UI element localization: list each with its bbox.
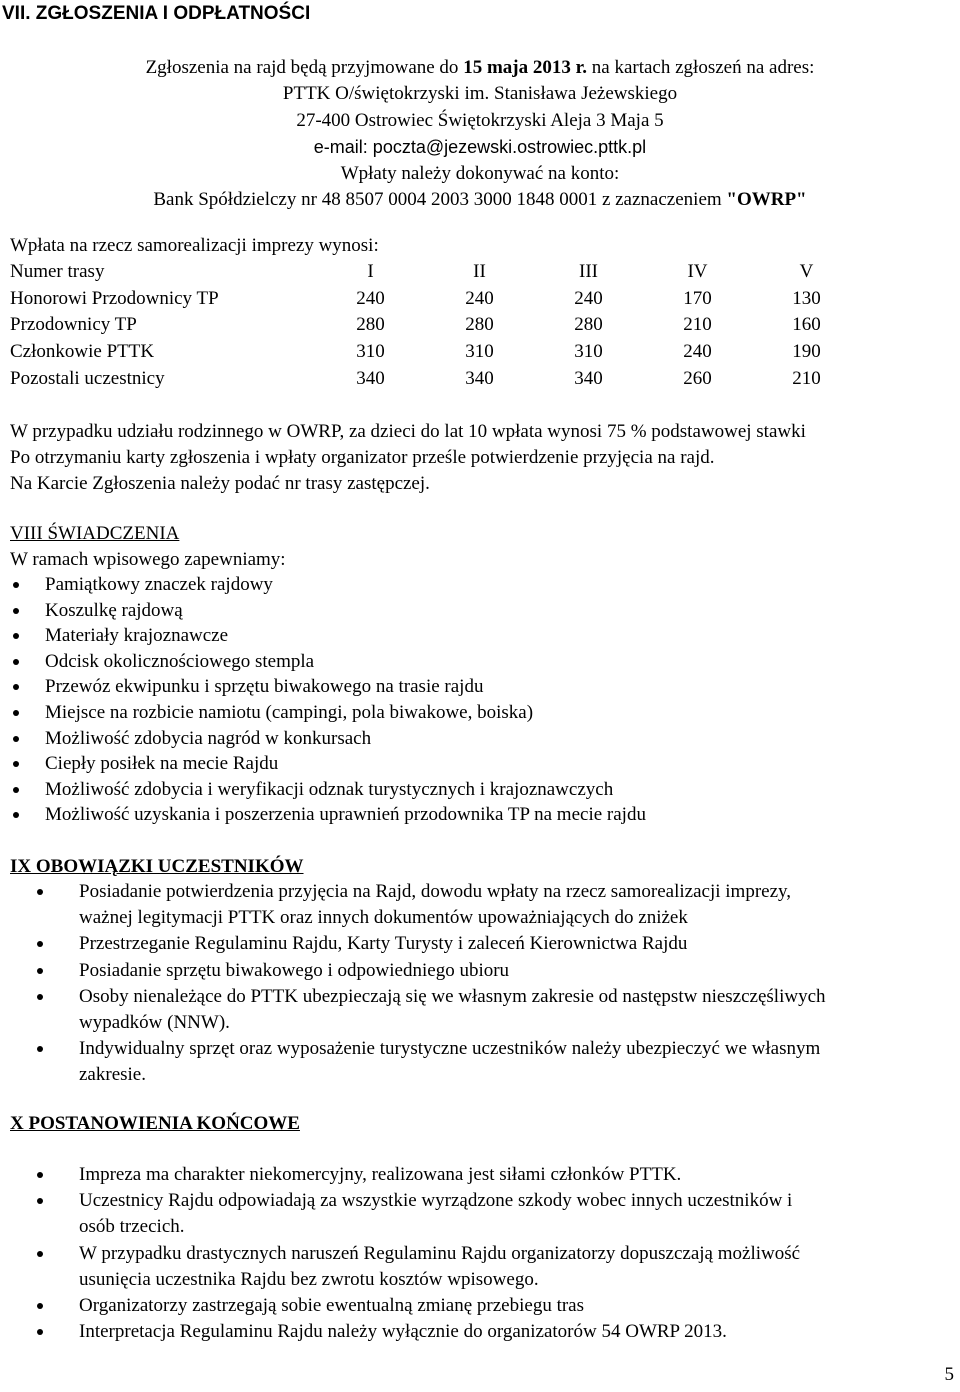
- list-item-line: W przypadku drastycznych naruszeń Regulaminu Rajdu organizatorzy dopuszczają możliwość: [79, 1242, 801, 1264]
- confirmation-note: Po otrzymaniu karty zgłoszenia i wpłaty organizator prześle potwierdzenie przyjęcia na rajd.: [10, 447, 715, 468]
- list-item: [10, 802, 646, 828]
- list-item-line: zakresie.: [79, 1064, 146, 1086]
- bullet-icon: [37, 994, 43, 1000]
- fee-cell: 310: [356, 341, 385, 363]
- bullet-icon: [37, 968, 43, 974]
- fee-cell: 280: [465, 314, 494, 336]
- bullet-icon: [13, 761, 19, 767]
- submission-date: 15 maja 2013 r.: [463, 57, 588, 78]
- fee-table-row: [10, 286, 861, 313]
- fee-cell: 240: [683, 341, 712, 363]
- bullet-icon: [13, 736, 19, 742]
- list-item: [10, 751, 646, 777]
- fee-row-label: Numer trasy: [10, 261, 105, 283]
- list-item-line: Organizatorzy zastrzegają sobie ewentualną zmianę przebiegu tras: [79, 1295, 585, 1317]
- list-item-text: Odcisk okolicznościowego stempla: [45, 650, 315, 672]
- fee-cell: 160: [792, 314, 821, 336]
- list-item: [10, 623, 646, 649]
- fee-cell: 130: [792, 287, 821, 309]
- bullet-icon: [37, 889, 43, 895]
- bullet-icon: [37, 1303, 43, 1309]
- fee-cell: 210: [683, 314, 712, 336]
- section-10-title: X POSTANOWIENIA KOŃCOWE: [10, 1113, 300, 1134]
- fee-table-header: [10, 259, 861, 286]
- bank-account-text: Bank Spółdzielczy nr 48 8507 0004 2003 3000 1848 0001 z zaznaczeniem: [153, 189, 727, 211]
- list-item: [10, 1188, 800, 1240]
- fee-cell: 170: [683, 287, 712, 309]
- list-item: [10, 598, 646, 624]
- fee-cell: 190: [792, 341, 821, 363]
- list-item: [10, 726, 646, 752]
- fee-cell: 240: [465, 287, 494, 309]
- fee-table-row: [10, 365, 861, 392]
- final-provisions-list: [10, 1162, 800, 1345]
- list-item: [10, 1319, 800, 1345]
- list-item-text: Koszulkę rajdową: [45, 599, 183, 621]
- fee-cell: 340: [465, 367, 494, 389]
- list-item-text: Możliwość zdobycia nagród w konkursach: [45, 727, 372, 749]
- list-item: [10, 1241, 800, 1293]
- obligations-list: [10, 879, 826, 1089]
- section-8-title: VIII ŚWIADCZENIA: [10, 523, 180, 544]
- list-item: [10, 984, 826, 1036]
- address-organization: PTTK O/świętokrzyski im. Stanisława Jeżewskiego: [282, 83, 678, 105]
- fee-cell: 240: [356, 287, 385, 309]
- fee-cell: 210: [792, 367, 821, 389]
- bank-account-line: [0, 187, 960, 213]
- email-address: e-mail: poczta@jezewski.ostrowiec.pttk.pl: [313, 137, 647, 158]
- list-item: [10, 879, 826, 931]
- list-item-line: Uczestnicy Rajdu odpowiadają za wszystkie wyrządzone szkody wobec innych uczestników i: [79, 1190, 793, 1212]
- submission-info: [0, 55, 960, 213]
- list-item-line: Posiadanie potwierdzenia przyjęcia na Rajd, dowodu wpłaty na rzecz samorealizacji imprezy,: [79, 881, 792, 902]
- address-street: 27-400 Ostrowiec Świętokrzyski Aleja 3 Maja 5: [296, 109, 664, 131]
- list-item-line: Indywidualny sprzęt oraz wyposażenie turystyczne uczestników należy ubezpieczyć we własnym: [79, 1038, 821, 1060]
- fee-cell: V: [799, 261, 814, 283]
- fee-cell: I: [367, 261, 374, 283]
- fee-row-label: Przodownicy TP: [10, 314, 137, 336]
- list-item: [10, 572, 646, 598]
- payment-intro: Wpłaty należy dokonywać na konto:: [340, 162, 620, 184]
- list-item-text: Przewóz ekwipunku i sprzętu biwakowego na trasie rajdu: [45, 676, 484, 698]
- bullet-icon: [37, 1329, 43, 1335]
- bullet-icon: [13, 608, 19, 614]
- fee-table: [10, 259, 861, 392]
- list-item: [10, 1036, 826, 1088]
- list-item-line: osób trzecich.: [79, 1216, 185, 1238]
- fee-cell: 280: [356, 314, 385, 336]
- fee-cell: 310: [465, 341, 494, 363]
- list-item: [10, 700, 646, 726]
- bullet-icon: [13, 710, 19, 716]
- fee-table-body: [10, 259, 861, 392]
- list-item: [10, 958, 826, 984]
- section-8-intro: W ramach wpisowego zapewniamy:: [10, 549, 286, 570]
- list-item-line: ważnej legitymacji PTTK oraz innych dokumentów upoważniających do zniżek: [79, 907, 688, 929]
- fee-cell: 240: [574, 287, 603, 309]
- alternate-route-note: Na Karcie Zgłoszenia należy podać nr trasy zastępczej.: [10, 473, 430, 494]
- bullet-icon: [13, 582, 19, 588]
- submission-suffix: na kartach zgłoszeń na adres:: [587, 57, 815, 78]
- list-item-line: Posiadanie sprzętu biwakowego i odpowiedniego ubioru: [79, 959, 510, 981]
- list-item: [10, 674, 646, 700]
- submission-prefix: Zgłoszenia na rajd będą przyjmowane do: [145, 57, 464, 78]
- list-item: [10, 931, 826, 957]
- bullet-icon: [13, 633, 19, 639]
- bullet-icon: [13, 812, 19, 818]
- bullet-icon: [13, 684, 19, 690]
- fee-cell: IV: [687, 261, 708, 283]
- list-item: [10, 1162, 800, 1188]
- list-item-text: Ciepły posiłek na mecie Rajdu: [45, 753, 279, 775]
- page-number: 5: [944, 1364, 954, 1385]
- fee-row-label: Honorowi Przodownicy TP: [10, 287, 219, 309]
- bullet-icon: [37, 1046, 43, 1052]
- fee-intro: Wpłata na rzecz samorealizacji imprezy wynosi:: [10, 235, 379, 256]
- list-item-line: wypadków (NNW).: [79, 1012, 230, 1034]
- benefits-list: [10, 572, 646, 828]
- list-item: [10, 649, 646, 675]
- fee-row-label: Członkowie PTTK: [10, 341, 155, 363]
- fee-cell: 310: [574, 341, 603, 363]
- fee-table-row: [10, 312, 861, 339]
- list-item-text: Pamiątkowy znaczek rajdowy: [45, 574, 273, 595]
- bullet-icon: [37, 1251, 43, 1257]
- family-note: W przypadku udziału rodzinnego w OWRP, za dzieci do lat 10 wpłata wynosi 75 % podstawowej stawki: [10, 421, 806, 442]
- bullet-icon: [13, 787, 19, 793]
- list-item-text: Materiały krajoznawcze: [45, 625, 229, 647]
- list-item-text: Możliwość uzyskania i poszerzenia uprawnień przodownika TP na mecie rajdu: [45, 804, 646, 826]
- fee-cell: III: [579, 261, 598, 283]
- list-item-text: Możliwość zdobycia i weryfikacji odznak turystycznych i krajoznawczych: [45, 778, 614, 800]
- section-7-title: VII. ZGŁOSZENIA I ODPŁATNOŚCI: [2, 3, 311, 24]
- bullet-icon: [37, 1172, 43, 1178]
- bank-transfer-marker: "OWRP": [726, 189, 807, 211]
- bullet-icon: [13, 659, 19, 665]
- list-item: [10, 1293, 800, 1319]
- section-9-title: IX OBOWIĄZKI UCZESTNIKÓW: [10, 856, 304, 877]
- fee-cell: 340: [356, 367, 385, 389]
- list-item-line: Interpretacja Regulaminu Rajdu należy wyłącznie do organizatorów 54 OWRP 2013.: [79, 1321, 727, 1343]
- fee-row-label: Pozostali uczestnicy: [10, 367, 165, 389]
- fee-cell: 340: [574, 367, 603, 389]
- list-item-line: Osoby nienależące do PTTK ubezpieczają się we własnym zakresie od następstw nieszczęśliwych: [79, 985, 826, 1007]
- bullet-icon: [37, 1198, 43, 1204]
- bullet-icon: [37, 941, 43, 947]
- list-item-text: Miejsce na rozbicie namiotu (campingi, pola biwakowe, boiska): [45, 701, 534, 723]
- fee-table-row: [10, 339, 861, 366]
- fee-cell: II: [473, 261, 486, 283]
- fee-cell: 260: [683, 367, 712, 389]
- list-item-line: usunięcia uczestnika Rajdu bez zwrotu kosztów wpisowego.: [79, 1268, 539, 1290]
- list-item-line: Impreza ma charakter niekomercyjny, realizowana jest siłami członków PTTK.: [79, 1164, 682, 1185]
- list-item: [10, 777, 646, 803]
- fee-cell: 280: [574, 314, 603, 336]
- list-item-line: Przestrzeganie Regulaminu Rajdu, Karty Turysty i zaleceń Kierownictwa Rajdu: [79, 933, 688, 955]
- submission-deadline-line: [0, 55, 960, 81]
